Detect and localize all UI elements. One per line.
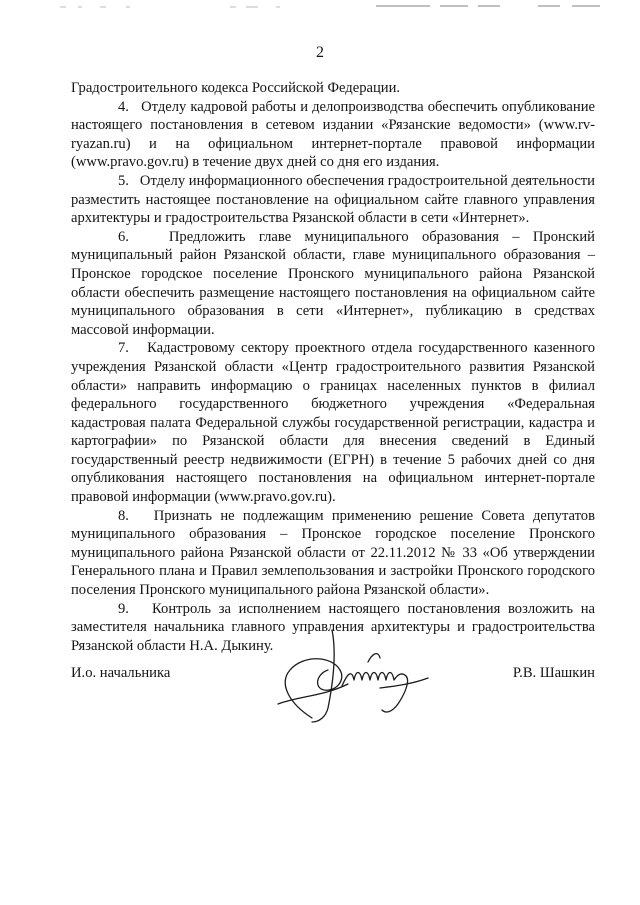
paragraph-item-5: 5. Отделу информационного обеспечения градостроительной деятельности разместить настоящее постановление на официальном сайте главного управления архитектуры и градостроительства Рязанской области в сети «Интернет». [71, 172, 595, 227]
signatory-position: И.о. начальника [71, 665, 171, 681]
paragraph-item-4: 4. Отделу кадровой работы и делопроизводства обеспечить опубликование настоящего постановления в сетевом издании «Рязанские ведомости» (www.rv-ryazan.ru) и на официальном интернет-портале правовой информации (www.pravo.gov.ru) в течение двух дней со дня его издания. [71, 98, 595, 171]
page-number: 2 [316, 44, 324, 61]
scan-edge-marks [0, 0, 640, 12]
paragraph-item-7: 7. Кадастровому сектору проектного отдела государственного казенного учреждения Рязанской области «Центр градостроительного развития Рязанской области» направить информацию о границах населенных пунктов в филиал федерального государственного бюджетного учреждения «Федеральная кадастровая палата Федеральной службы государственной регистрации, кадастра и картографии» по Рязанской области для внесения сведений в Единый государственный реестр недвижимости (ЕГРН) в течение 5 рабочих дней со дня опубликования настоящего постановления на официальном интернет-портале правовой информации (www.pravo.gov.ru). [71, 340, 595, 506]
paragraph-item-9: 9. Контроль за исполнением настоящего постановления возложить на заместителя начальника главного управления архитектуры и градостроительства Рязанской области Н.А. Дыкину. [71, 600, 595, 654]
signature-row [71, 664, 595, 684]
document-body [71, 79, 595, 655]
paragraph-item-8: 8. Признать не подлежащим применению решение Совета депутатов муниципального образования – Пронское городское поселение Пронского муниципального района Рязанской области от 22.11.2012 № 33 «Об утверждении Генерального плана и Правил землепользования и застройки Пронского городского поселения Пронского муниципального района Рязанской области». [71, 507, 595, 599]
signatory-name: Р.В. Шашкин [512, 665, 595, 681]
paragraph-item-6: 6. Предложить главе муниципального образования – Пронский муниципальный район Рязанской области, главе муниципального образования – Пронское городское поселение Пронского муниципального района Рязанской области обеспечить размещение настоящего постановления на официальном сайте муниципального образования в сети «Интернет», публикацию в средствах массовой информации. [71, 228, 595, 338]
paragraph-continuation: Градостроительного кодекса Российской Федерации. [71, 80, 401, 96]
